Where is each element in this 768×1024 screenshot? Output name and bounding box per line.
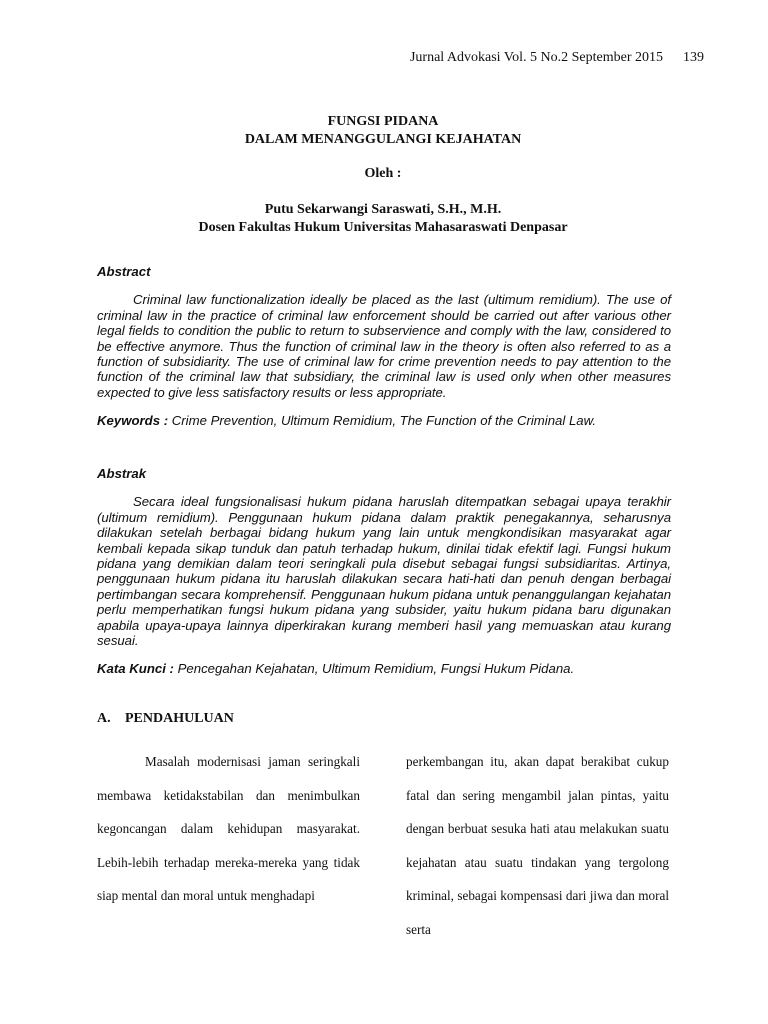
body-column-right [406, 745, 669, 947]
section-number: A. [97, 711, 111, 726]
body-column-left [97, 745, 360, 913]
running-header [410, 50, 704, 66]
abstract-body: Criminal law functionalization ideally be placed as the last (ultimum remidium). The use of criminal law in the practice of criminal law enforcement should be carried out after various other legal fields to condition the public to return to subservience and comply with the law, considered to be effective anymore. Thus the function of criminal law in the theory is often also referred to as a function of subsidiarity. The use of criminal law for crime prevention needs to pay attention to the function of the criminal law that subsidiary, the criminal law is used only when other measures expected to give less satisfactory results or less appropriate. [97, 292, 671, 400]
abstract-heading: Abstract [97, 264, 151, 279]
journal-citation: Jurnal Advokasi Vol. 5 No.2 September 2015 [409, 50, 663, 65]
page-number: 139 [683, 50, 704, 65]
kata-kunci-line [97, 661, 671, 676]
author-affiliation: Dosen Fakultas Hukum Universitas Mahasaraswati Denpasar [198, 220, 568, 235]
author-name: Putu Sekarwangi Saraswati, S.H., M.H. [264, 202, 502, 217]
body-text-left: Masalah modernisasi jaman seringkali membawa ketidakstabilan dan menimbulkan kegoncangan dalam kehidupan masyarakat. Lebih-lebih terhadap mereka-mereka yang tidak siap mental dan moral untuk menghadapi [97, 754, 360, 904]
paper-title-line-1: FUNGSI PIDANA [327, 114, 439, 129]
body-text-right: perkembangan itu, akan dapat berakibat cukup fatal dan sering mengambil jalan pintas, yaitu dengan berbuat sesuka hati atau melakukan suatu kejahatan atau suatu tindakan yang tergolong kriminal, sebagai kompensasi dari jiwa dan moral serta [406, 754, 669, 937]
keywords-line [97, 413, 671, 428]
abstract-english [97, 264, 671, 429]
abstrak-heading: Abstrak [97, 466, 147, 481]
abstrak-body: Secara ideal fungsionalisasi hukum pidana haruslah ditempatkan sebagai upaya terakhir (ultimum remidium). Penggunaan hukum pidana dalam praktik penegakannya, seharusnya dilakukan setelah berbagai bidang hukum yang lain untuk mengkondisikan masyarakat agar kembali kepada sikap tunduk dan patuh terhadap hukum, dinilai tidak efektif lagi. Fungsi hukum pidana yang demikian dalam teori seringkali pula disebut sebagai fungsi subsidiaritas. Artinya, penggunaan hukum pidana itu haruslah dilakukan secara hati-hati dan penuh dengan berbagai pertimbangan secara komprehensif. Penggunaan hukum pidana untuk penanggulangan kejahatan perlu memperhatikan fungsi hukum pidana yang subsider, yaitu hukum pidana baru digunakan apabila upaya-upaya lainnya diperkirakan kurang memberi hasil yang memuaskan atau kurang sesuai. [97, 494, 671, 649]
keywords-text: Crime Prevention, Ultimum Remidium, The Function of the Criminal Law. [168, 413, 597, 429]
section-title: PENDAHULUAN [125, 711, 234, 726]
by-line: Oleh : [364, 166, 402, 181]
title-block [96, 113, 670, 237]
kata-kunci-text: Pencegahan Kejahatan, Ultimum Remidium, Fungsi Hukum Pidana. [173, 661, 575, 677]
section-heading [97, 711, 234, 727]
keywords-label: Keywords : [97, 413, 169, 429]
kata-kunci-label: Kata Kunci : [97, 661, 174, 677]
paper-title-line-2: DALAM MENANGGULANGI KEJAHATAN [244, 132, 522, 147]
abstract-indonesian [97, 466, 671, 677]
